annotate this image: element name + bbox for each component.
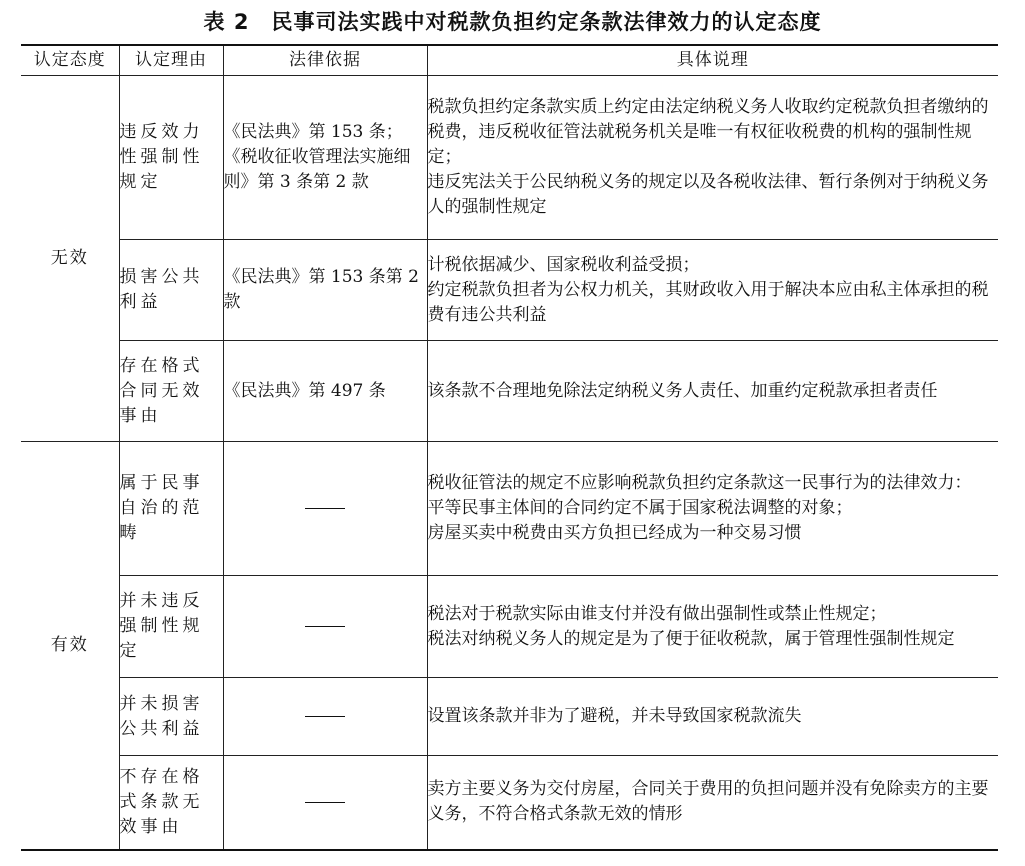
basis-cell	[223, 576, 427, 678]
table-row	[21, 341, 998, 442]
legal-attitude-table	[21, 44, 998, 851]
empty-basis-dash	[305, 802, 345, 803]
detail-cell	[427, 442, 998, 576]
detail-line: 平等民事主体间的合同约定不属于国家税法调整的对象；	[427, 498, 853, 518]
reason-cell: 属于民事自治的范畴	[119, 442, 223, 576]
detail-line: 房屋买卖中税费由买方负担已经成为一种交易习惯	[427, 523, 802, 543]
detail-cell	[427, 341, 998, 442]
table-row	[21, 442, 998, 576]
detail-line: 税法对纳税义务人的规定是为了便于征收税款，属于管理性强制性规定	[427, 628, 955, 649]
detail-line: 约定税款负担者为公权力机关，其财政收入用于解决本应由私主体承担的税费有违公共利益	[427, 279, 989, 325]
detail-line: 税款负担约定条款实质上约定由法定纳税义务人收取约定税款负担者缴纳的税费，违反税收征管法就税务机关是唯一有权征收税费的机构的强制性规定；	[427, 97, 989, 167]
header-basis: 法律依据	[223, 45, 427, 76]
table-row	[21, 756, 998, 850]
detail-cell	[427, 678, 998, 756]
detail-line: 该条款不合理地免除法定纳税义务人责任、加重约定税款承担者责任	[427, 380, 938, 401]
reason-cell: 并未损害公共利益	[119, 678, 223, 756]
empty-basis-dash	[305, 508, 345, 509]
basis-cell: 《民法典》第 153 条；《税收征收管理法实施细则》第 3 条第 2 款	[223, 76, 427, 240]
table-row	[21, 240, 998, 341]
header-reason: 认定理由	[119, 45, 223, 76]
table-row	[21, 576, 998, 678]
table-number: 表 2	[203, 10, 250, 34]
detail-line: 税法对于税款实际由谁支付并没有做出强制性或禁止性规定；	[427, 603, 887, 624]
basis-cell	[223, 756, 427, 850]
detail-line: 违反宪法关于公民纳税义务的规定以及各税收法律、暂行条例对于纳税义务人的强制性规定	[427, 172, 989, 217]
table-row	[21, 76, 998, 240]
verdict-valid: 有效	[21, 442, 119, 850]
detail-line: 税收征管法的规定不应影响税款负担约定条款这一民事行为的法律效力：	[427, 473, 972, 493]
table-caption: 民事司法实践中对税款负担约定条款法律效力的认定态度	[271, 10, 822, 34]
empty-basis-dash	[305, 716, 345, 717]
basis-cell: 《民法典》第 497 条	[223, 341, 427, 442]
detail-cell	[427, 756, 998, 850]
detail-cell	[427, 576, 998, 678]
header-verdict: 认定态度	[21, 45, 119, 76]
reason-cell: 存在格式合同无效事由	[119, 341, 223, 442]
reason-cell: 损害公共利益	[119, 240, 223, 341]
reason-cell: 违反效力性强制性规定	[119, 76, 223, 240]
reason-cell: 不存在格式条款无效事由	[119, 756, 223, 850]
table-title	[0, 5, 1025, 39]
detail-cell	[427, 240, 998, 341]
table-row	[21, 678, 998, 756]
reason-cell: 并未违反强制性规定	[119, 576, 223, 678]
detail-cell	[427, 76, 998, 240]
basis-cell: 《民法典》第 153 条第 2 款	[223, 240, 427, 341]
verdict-invalid: 无效	[21, 76, 119, 442]
basis-cell	[223, 678, 427, 756]
header-row	[21, 45, 998, 76]
basis-cell	[223, 442, 427, 576]
header-detail: 具体说理	[427, 45, 998, 76]
empty-basis-dash	[305, 626, 345, 627]
detail-line: 卖方主要义务为交付房屋，合同关于费用的负担问题并没有免除卖方的主要义务，不符合格式条款无效的情形	[427, 779, 989, 825]
detail-line: 设置该条款并非为了避税，并未导致国家税款流失	[427, 706, 802, 726]
detail-line: 计税依据减少、国家税收利益受损；	[427, 254, 700, 275]
